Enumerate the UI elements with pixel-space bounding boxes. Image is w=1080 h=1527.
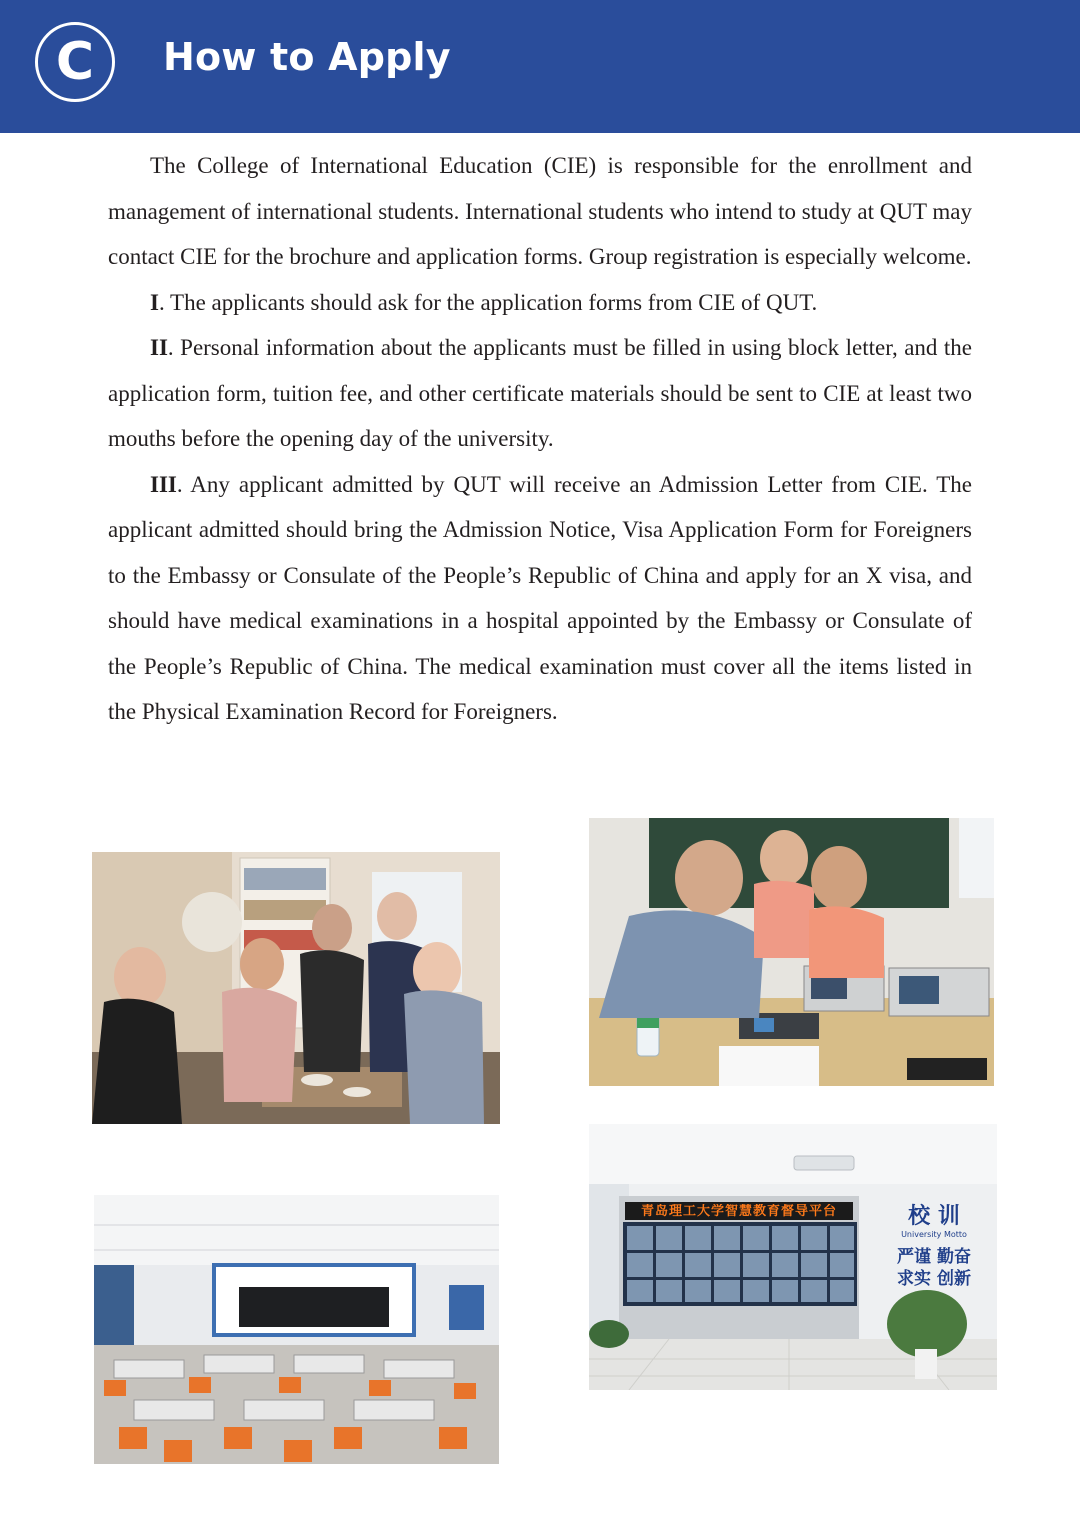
step-2-paragraph (108, 325, 972, 462)
intro-paragraph: The College of International Education (CIE) is responsible for the enrollment and management of international students. International students who intend to study at QUT may contact CIE for the brochure and application forms. Group registration is especially welcome. (108, 153, 972, 269)
step-3-text: . Any applicant admitted by QUT will receive an Admission Letter from CIE. The applicant admitted should bring the Admission Notice, Visa Application Form for Foreigners to the Embassy or Consulate of the People’s Republic of China and apply for an X visa, and should have medical examinations in a hospital appointed by the Embassy or Consulate of the People’s Republic of China. The medical examination must cover all the items listed in the Physical Examination Record for Foreigners. (108, 471, 972, 724)
step-2-text: . Personal information about the applicants must be filled in using block letter, and the application form, tuition fee, and other certificate materials should be sent to CIE at least two mouths before the opening day of the university. (108, 335, 972, 451)
photo-monitoring-center (589, 1124, 997, 1390)
page-title: How to Apply (163, 35, 451, 79)
step-1-text: . The applicants should ask for the application forms from CIE of QUT. (158, 289, 818, 315)
motto-line-1: 严谨 勤奋 (897, 1247, 971, 1267)
step-1-numeral: I (150, 289, 159, 315)
motto-title: 校 训 (908, 1204, 960, 1229)
step-1-paragraph (108, 280, 972, 326)
photo-students-cooking (92, 852, 500, 1124)
step-3-numeral: III (150, 471, 177, 497)
step-3-paragraph (108, 462, 972, 735)
led-sign-text: 青岛理工大学智慧教育督导平台 (640, 1204, 837, 1219)
photo-students-electronics-lab (589, 818, 994, 1086)
page-header (0, 0, 1080, 133)
body-text (108, 143, 972, 735)
motto-line-2: 求实 创新 (897, 1269, 971, 1289)
step-2-numeral: II (150, 335, 168, 360)
motto-subtitle: University Motto (901, 1230, 967, 1239)
section-badge: C (35, 22, 115, 102)
photo-classroom (94, 1195, 499, 1464)
